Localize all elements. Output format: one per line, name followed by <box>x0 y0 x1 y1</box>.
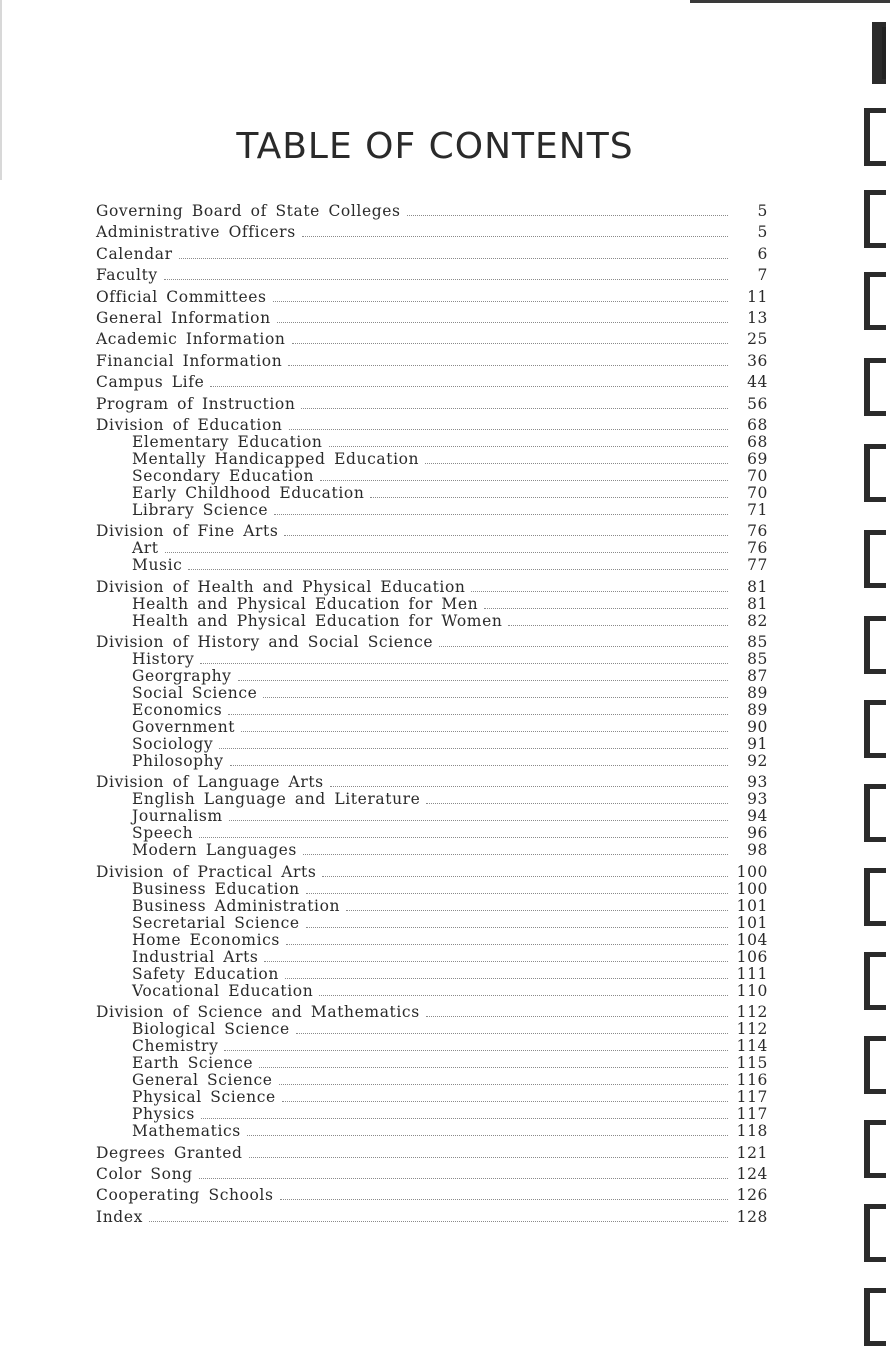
toc-entry <box>96 1166 768 1183</box>
toc-entry-label: Division of Education <box>96 415 283 434</box>
toc-entry-label: Division of History and Social Science <box>96 633 434 652</box>
dot-leader <box>288 365 728 366</box>
toc-subentry <box>96 1021 768 1038</box>
toc-entry-label: Economics <box>132 701 223 720</box>
toc-entry <box>96 224 768 241</box>
toc-page-number: 106 <box>736 947 768 966</box>
toc-entry-label: Social Science <box>132 684 258 703</box>
dot-leader <box>199 837 728 838</box>
toc-subentry <box>96 434 768 451</box>
toc-page-number: 81 <box>747 594 768 613</box>
toc-entry-label: Program of Instruction <box>96 394 296 413</box>
toc-page-number: 36 <box>747 351 768 370</box>
toc-entry-label: Sociology <box>132 735 214 754</box>
dot-leader <box>302 236 728 237</box>
toc-entry <box>96 331 768 348</box>
binding-ring <box>864 358 886 416</box>
toc-page-number: 94 <box>747 807 768 826</box>
toc-subentry <box>96 613 768 630</box>
toc-entry-label: Government <box>132 718 236 737</box>
dot-leader <box>199 1178 728 1179</box>
toc-page-number: 70 <box>747 483 768 502</box>
dot-leader <box>508 625 728 626</box>
dot-leader <box>247 1135 728 1136</box>
toc-entry-label: Chemistry <box>132 1037 219 1056</box>
toc-page-number: 13 <box>747 308 768 327</box>
toc-page-number: 68 <box>747 415 768 434</box>
toc-page-number: 115 <box>736 1054 768 1073</box>
toc-entry-label: Index <box>96 1207 143 1226</box>
toc-page-number: 69 <box>747 449 768 468</box>
toc-entry <box>96 267 768 284</box>
toc-page-number: 81 <box>747 577 768 596</box>
toc-page-number: 68 <box>747 432 768 451</box>
binding-ring <box>864 444 886 502</box>
toc-subentry <box>96 983 768 1000</box>
toc-entry-label: Earth Science <box>132 1054 254 1073</box>
dot-leader <box>329 446 728 447</box>
dot-leader <box>249 1157 729 1158</box>
toc-page-number: 77 <box>747 556 768 575</box>
dot-leader <box>484 608 728 609</box>
toc-page-number: 89 <box>747 701 768 720</box>
toc-entry <box>96 1209 768 1226</box>
page-title: TABLE OF CONTENTS <box>236 126 634 167</box>
toc-page-number: 92 <box>747 752 768 771</box>
toc-entry <box>96 310 768 327</box>
toc-entry <box>96 374 768 391</box>
binding-ring <box>864 952 886 1010</box>
dot-leader <box>407 215 728 216</box>
toc-page-number: 101 <box>736 896 768 915</box>
dot-leader <box>320 480 728 481</box>
dot-leader <box>425 463 728 464</box>
dot-leader <box>303 854 728 855</box>
toc-page-number: 5 <box>757 223 768 242</box>
toc-page-number: 112 <box>736 1020 768 1039</box>
toc-entry-label: Calendar <box>96 244 173 263</box>
binding-ring <box>864 530 886 588</box>
toc-entry <box>96 634 768 651</box>
toc-entry-label: Governing Board of State Colleges <box>96 202 401 220</box>
toc-entry-label: Business Administration <box>132 896 341 915</box>
toc-entry-label: Music <box>132 556 183 575</box>
toc-page-number: 110 <box>736 981 768 1000</box>
toc-entry-label: Safety Education <box>132 964 279 983</box>
dot-leader <box>280 1199 728 1200</box>
toc-subentry <box>96 502 768 519</box>
toc-entry <box>96 289 768 306</box>
table-of-contents <box>96 200 768 1226</box>
dot-leader <box>426 803 728 804</box>
toc-page-number: 6 <box>757 244 768 263</box>
toc-page-number: 11 <box>747 287 768 306</box>
binding-ring <box>872 22 886 84</box>
toc-page-number: 98 <box>747 841 768 860</box>
toc-entry-label: Journalism <box>132 807 223 826</box>
toc-subentry <box>96 753 768 770</box>
toc-page-number: 82 <box>747 611 768 630</box>
toc-page-number: 114 <box>736 1037 768 1056</box>
binding-ring <box>864 1120 886 1178</box>
toc-entry-label: Secondary Education <box>132 466 315 485</box>
dot-leader <box>439 646 728 647</box>
binding-ring <box>864 1036 886 1094</box>
dot-leader <box>263 697 728 698</box>
toc-page-number: 56 <box>747 394 768 413</box>
toc-subentry <box>96 949 768 966</box>
toc-page-number: 7 <box>757 266 768 285</box>
binding-ring <box>864 272 886 330</box>
binding-ring <box>864 616 886 674</box>
toc-entry <box>96 864 768 881</box>
toc-subentry <box>96 1089 768 1106</box>
toc-entry-label: Georgraphy <box>132 667 232 686</box>
toc-subentry <box>96 825 768 842</box>
toc-entry-label: Early Childhood Education <box>132 483 365 502</box>
dot-leader <box>259 1067 728 1068</box>
toc-entry-label: Administrative Officers <box>96 223 296 242</box>
toc-subentry <box>96 596 768 613</box>
toc-entry <box>96 396 768 413</box>
toc-page-number: 85 <box>747 633 768 652</box>
toc-subentry <box>96 668 768 685</box>
toc-subentry <box>96 1072 768 1089</box>
dot-leader <box>200 663 728 664</box>
toc-entry-label: Health and Physical Education for Men <box>132 594 479 613</box>
dot-leader <box>230 765 728 766</box>
toc-entry-label: Mathematics <box>132 1122 241 1141</box>
dot-leader <box>224 1050 728 1051</box>
toc-subentry <box>96 485 768 502</box>
toc-page-number: 96 <box>747 824 768 843</box>
toc-entry-label: Cooperating Schools <box>96 1186 274 1205</box>
dot-leader <box>279 1084 728 1085</box>
dot-leader <box>165 552 728 553</box>
toc-entry <box>96 417 768 434</box>
dot-leader <box>188 569 728 570</box>
toc-page-number: 91 <box>747 735 768 754</box>
toc-subentry <box>96 1038 768 1055</box>
toc-page-number: 118 <box>736 1122 768 1141</box>
dot-leader <box>296 1033 728 1034</box>
dot-leader <box>286 944 728 945</box>
toc-subentry <box>96 719 768 736</box>
dot-leader <box>306 893 728 894</box>
toc-entry-label: Library Science <box>132 500 269 519</box>
toc-entry <box>96 1187 768 1204</box>
toc-entry-label: Secretarial Science <box>132 913 300 932</box>
toc-entry-label: Speech <box>132 824 194 843</box>
toc-page-number: 93 <box>747 773 768 792</box>
toc-subentry <box>96 966 768 983</box>
toc-entry-label: Division of Language Arts <box>96 773 324 792</box>
toc-entry-label: Physics <box>132 1105 195 1124</box>
toc-entry-label: Health and Physical Education for Women <box>132 611 503 630</box>
dot-leader <box>273 301 728 302</box>
toc-page-number: 70 <box>747 466 768 485</box>
toc-entry-label: Business Education <box>132 879 300 898</box>
dot-leader <box>277 322 728 323</box>
toc-entry-label: Biological Science <box>132 1020 290 1039</box>
toc-entry-label: Degrees Granted <box>96 1143 243 1162</box>
toc-entry-label: History <box>132 650 195 669</box>
toc-entry-label: Division of Science and Mathematics <box>96 1003 420 1022</box>
toc-entry <box>96 1145 768 1162</box>
toc-page-number: 104 <box>736 930 768 949</box>
dot-leader <box>306 927 728 928</box>
toc-entry-label: Vocational Education <box>132 981 314 1000</box>
binding-ring <box>864 868 886 926</box>
dot-leader <box>241 731 728 732</box>
dot-leader <box>179 258 728 259</box>
toc-entry-label: Faculty <box>96 266 158 285</box>
toc-page-number: 100 <box>736 879 768 898</box>
toc-page-number: 128 <box>736 1207 768 1226</box>
toc-entry-label: Campus Life <box>96 373 205 392</box>
dot-leader <box>264 961 728 962</box>
toc-subentry <box>96 881 768 898</box>
toc-entry <box>96 353 768 370</box>
dot-leader <box>292 343 729 344</box>
toc-entry-label: Elementary Education <box>132 432 323 451</box>
toc-page-number: 76 <box>747 539 768 558</box>
toc-page-number: 93 <box>747 790 768 809</box>
dot-leader <box>219 748 728 749</box>
toc-page-number: 89 <box>747 684 768 703</box>
toc-subentry <box>96 915 768 932</box>
dot-leader <box>228 714 728 715</box>
binding-ring <box>864 1288 886 1346</box>
toc-subentry <box>96 468 768 485</box>
dot-leader <box>229 820 728 821</box>
toc-page-number: 117 <box>736 1105 768 1124</box>
toc-entry-label: Color Song <box>96 1165 193 1184</box>
dot-leader <box>319 995 728 996</box>
toc-entry-label: Division of Practical Arts <box>96 862 317 881</box>
dot-leader <box>471 591 728 592</box>
toc-page-number: 117 <box>736 1088 768 1107</box>
toc-page-number: 124 <box>736 1165 768 1184</box>
dot-leader <box>284 535 728 536</box>
toc-entry-label: Physical Science <box>132 1088 276 1107</box>
toc-entry-label: Mentally Handicapped Education <box>132 449 420 468</box>
spiral-binding <box>850 0 890 1352</box>
dot-leader <box>289 429 729 430</box>
dot-leader <box>426 1016 728 1017</box>
toc-page-number: 90 <box>747 718 768 737</box>
dot-leader <box>322 876 728 877</box>
dot-leader <box>330 786 728 787</box>
toc-entry <box>96 203 768 220</box>
toc-entry-label: Academic Information <box>96 330 286 349</box>
toc-entry-label: Official Committees <box>96 287 267 306</box>
toc-entry-label: Industrial Arts <box>132 947 259 966</box>
toc-page-number: 87 <box>747 667 768 686</box>
binding-ring <box>864 190 886 248</box>
toc-page-number: 101 <box>736 913 768 932</box>
toc-subentry <box>96 842 768 859</box>
toc-entry-label: Division of Fine Arts <box>96 522 279 541</box>
dot-leader <box>149 1221 728 1222</box>
toc-entry-label: Philosophy <box>132 752 224 771</box>
toc-entry-label: Modern Languages <box>132 841 297 860</box>
dot-leader <box>370 497 728 498</box>
toc-entry-label: General Information <box>96 308 271 327</box>
toc-page-number: 100 <box>736 862 768 881</box>
toc-page-number: 5 <box>757 202 768 220</box>
toc-entry-label: General Science <box>132 1071 273 1090</box>
dot-leader <box>201 1118 728 1119</box>
toc-page-number: 116 <box>736 1071 768 1090</box>
toc-page-number: 121 <box>736 1143 768 1162</box>
toc-subentry <box>96 702 768 719</box>
toc-entry <box>96 1004 768 1021</box>
toc-entry-label: Art <box>132 539 159 558</box>
dot-leader <box>238 680 728 681</box>
toc-page-number: 44 <box>747 373 768 392</box>
toc-subentry <box>96 1106 768 1123</box>
toc-entry <box>96 579 768 596</box>
toc-entry <box>96 774 768 791</box>
toc-page-number: 85 <box>747 650 768 669</box>
binding-ring <box>864 700 886 758</box>
toc-subentry <box>96 1123 768 1140</box>
toc-subentry <box>96 808 768 825</box>
toc-page-number: 112 <box>736 1003 768 1022</box>
toc-entry-label: Financial Information <box>96 351 283 370</box>
toc-subentry <box>96 685 768 702</box>
toc-page-number: 25 <box>747 330 768 349</box>
toc-page-number: 76 <box>747 522 768 541</box>
toc-subentry <box>96 451 768 468</box>
binding-ring <box>864 1204 886 1262</box>
toc-subentry <box>96 736 768 753</box>
toc-subentry <box>96 540 768 557</box>
toc-subentry <box>96 1055 768 1072</box>
dot-leader <box>285 978 728 979</box>
toc-subentry <box>96 791 768 808</box>
toc-subentry <box>96 651 768 668</box>
toc-page-number: 126 <box>736 1186 768 1205</box>
toc-entry-label: Home Economics <box>132 930 280 949</box>
toc-entry <box>96 523 768 540</box>
toc-entry-label: English Language and Literature <box>132 790 421 809</box>
dot-leader <box>164 279 728 280</box>
toc-subentry <box>96 557 768 574</box>
dot-leader <box>274 514 728 515</box>
dot-leader <box>282 1101 728 1102</box>
toc-subentry <box>96 932 768 949</box>
toc-entry-label: Division of Health and Physical Education <box>96 577 466 596</box>
toc-page-number: 111 <box>736 964 768 983</box>
dot-leader <box>210 386 728 387</box>
dot-leader <box>346 910 728 911</box>
binding-ring <box>864 784 886 842</box>
toc-page-number: 71 <box>747 500 768 519</box>
toc-subentry <box>96 898 768 915</box>
toc-entry <box>96 246 768 263</box>
dot-leader <box>301 408 728 409</box>
